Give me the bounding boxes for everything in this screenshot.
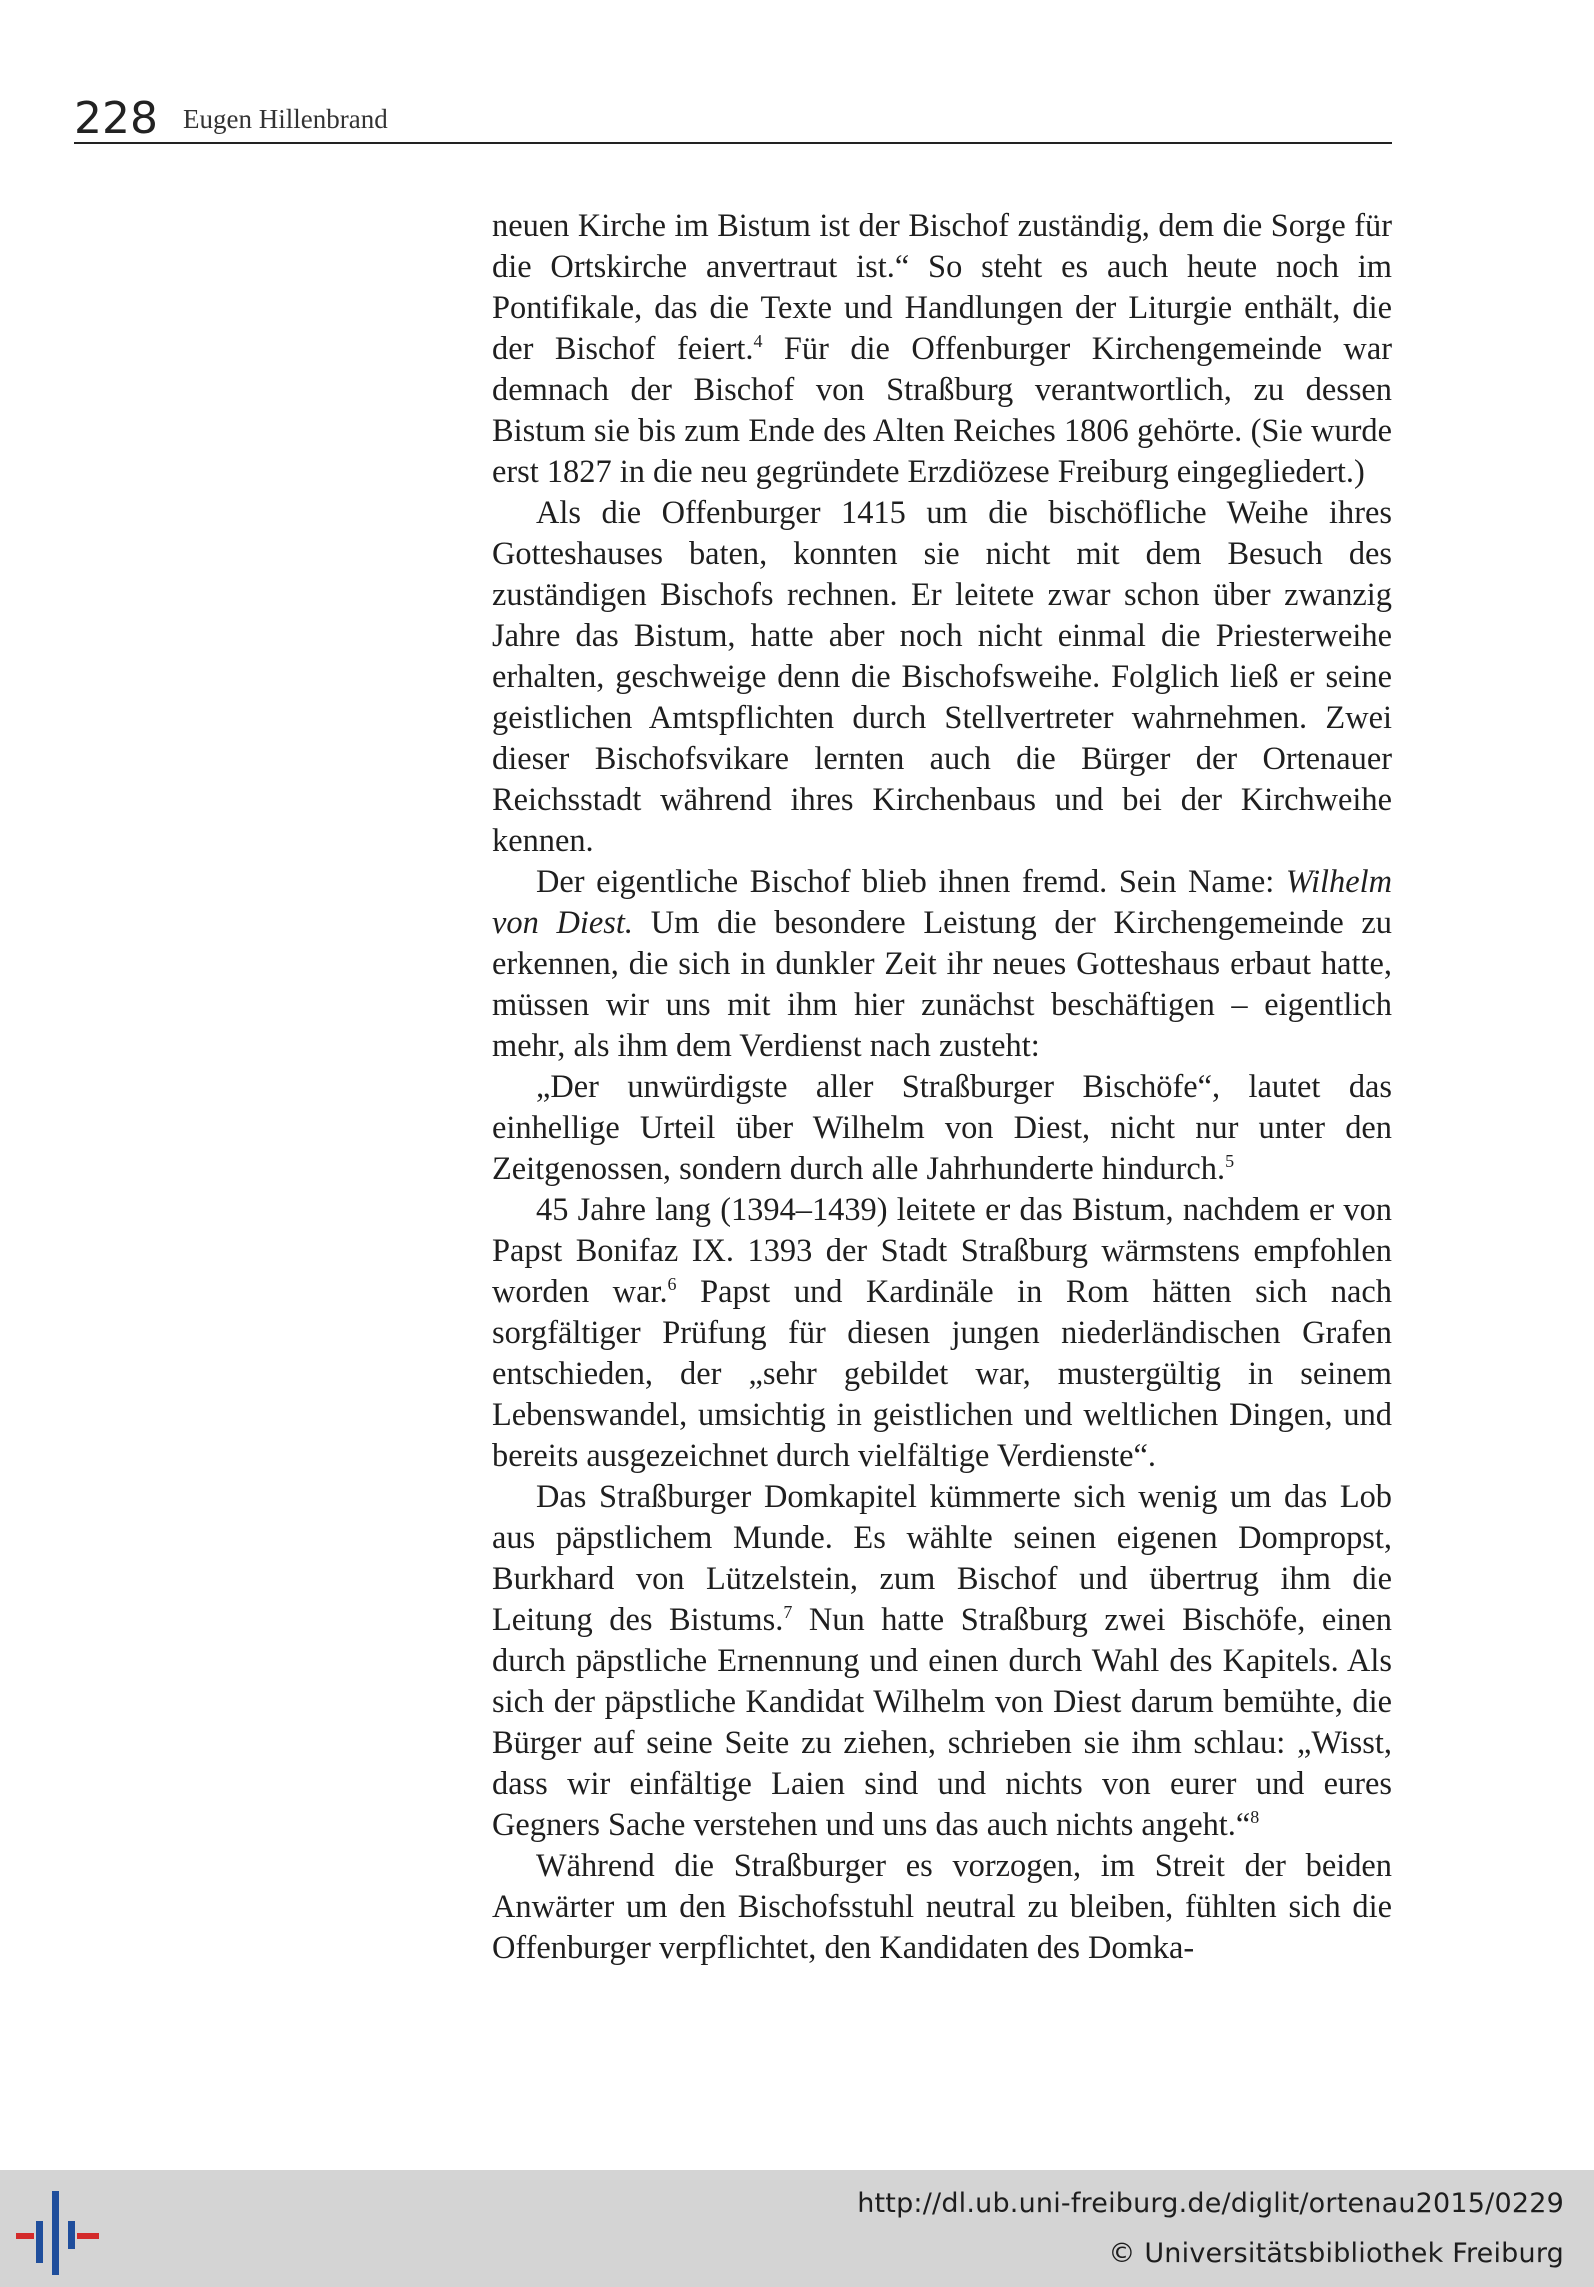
permalink-url[interactable]: http://dl.ub.uni-freiburg.de/diglit/ortenau2015/0229 [857,2188,1564,2219]
running-head-author: Eugen Hillenbrand [183,104,388,134]
paragraph-6-text: Das Straßburger Domkapitel kümmerte sich wenig um das Lob aus päpstlichem Munde. Es wählte seinen eigenen Dompropst, Burkhard von Lützelstein, zum Bischof und übertrug ihm die Leitung des Bistums. [492,1479,1392,1638]
page-number: 228 [74,93,158,144]
body-text [492,206,1392,1969]
library-logo-icon [8,2187,108,2277]
footnote-ref-8[interactable]: 8 [1250,1807,1260,1827]
paragraph-4 [492,1067,1392,1190]
paragraph-6 [492,1477,1392,1846]
page-header [74,93,1392,144]
copyright-notice: © Universitätsbibliothek Freiburg [1108,2238,1564,2269]
paragraph-7: Während die Straßburger es vorzogen, im Streit der beiden Anwärter um den Bischofsstuhl neutral zu bleiben, fühlten sich die Offenburger verpflichtet, den Kandidaten des Domka- [492,1848,1392,1966]
paragraph-3 [492,862,1392,1067]
paragraph-5-text-cont: Papst und Kardinäle in Rom hätten sich nach sorgfältiger Prüfung für diesen jungen niederländischen Grafen entschieden, der „sehr gebildet war, mustergültig in seinem Lebenswandel, umsichtig in geistlichen und weltlichen Dingen, und bereits ausgezeichnet durch vielfältige Verdienste“. [492,1274,1392,1474]
footnote-ref-5[interactable]: 5 [1225,1151,1235,1171]
paragraph-3-text-cont: Um die besondere Leistung der Kirchengemeinde zu erkennen, die sich in dunkler Zeit ihr neues Gotteshaus erbaut hatte, müssen wir uns mit ihm hier zunächst beschäftigen – eigentlich mehr, als ihm dem Verdienst nach zusteht: [492,905,1392,1064]
paragraph-6-text-cont: Nun hatte Straßburg zwei Bischöfe, einen durch päpstliche Ernennung und einen durch Wahl des Kapitels. Als sich der päpstliche Kandidat Wilhelm von Diest darum bemühte, die Bürger auf seine Seite zu ziehen, schrieben sie ihm schlau: „Wisst, dass wir einfältige Laien sind und nichts von eurer und eures Gegners Sache verstehen und uns das auch nichts angeht.“ [492,1602,1393,1843]
paragraph-4-text: „Der unwürdigste aller Straßburger Bischöfe“, lautet das einhellige Urteil über Wilhelm von Diest, nicht nur unter den Zeitgenossen, sondern durch alle Jahrhunderte hindurch. [492,1069,1392,1187]
bishop-name-italic: Wilhelm von Diest. [492,864,1392,941]
paragraph-5-text: 45 Jahre lang (1394–1439) leitete er das Bistum, nachdem er von Papst Bonifaz IX. 1393 der Stadt Straßburg wärmstens empfohlen worden war. [492,1192,1392,1310]
paragraph-1-text-cont: Für die Offenburger Kirchengemeinde war demnach der Bischof von Straßburg verantwortlich, zu dessen Bistum sie bis zum Ende des Alten Reiches 1806 gehörte. (Sie wurde erst 1827 in die neu gegründete Erzdiözese Freiburg eingegliedert.) [492,331,1392,490]
paragraph-1-text: neuen Kirche im Bistum ist der Bischof zuständig, dem die Sorge für die Ortskirche anvertraut ist.“ So steht es auch heute noch im Pontifikale, das die Texte und Handlungen der Liturgie enthält, die der Bischof feiert. [492,208,1392,367]
footnote-ref-4[interactable]: 4 [753,331,763,351]
footnote-ref-7[interactable]: 7 [783,1602,793,1622]
paragraph-2: Als die Offenburger 1415 um die bischöfliche Weihe ihres Gotteshauses baten, konnten sie nicht mit dem Besuch des zuständigen Bischofs rechnen. Er leitete zwar schon über zwanzig Jahre das Bistum, hatte aber noch nicht einmal die Priesterweihe erhalten, geschweige denn die Bischofsweihe. Folglich ließ er seine geistlichen Amtspflichten durch Stellvertreter wahrnehmen. Zwei dieser Bischofsvikare lernten auch die Bürger der Ortenauer Reichsstadt während ihres Kirchenbaus und bei der Kirchweihe kennen. [492,495,1392,859]
paragraph-5 [492,1190,1392,1477]
paragraph-3-text: Der eigentliche Bischof blieb ihnen fremd. Sein Name: [536,864,1286,900]
footnote-ref-6[interactable]: 6 [667,1274,677,1294]
paragraph-1 [492,206,1392,493]
